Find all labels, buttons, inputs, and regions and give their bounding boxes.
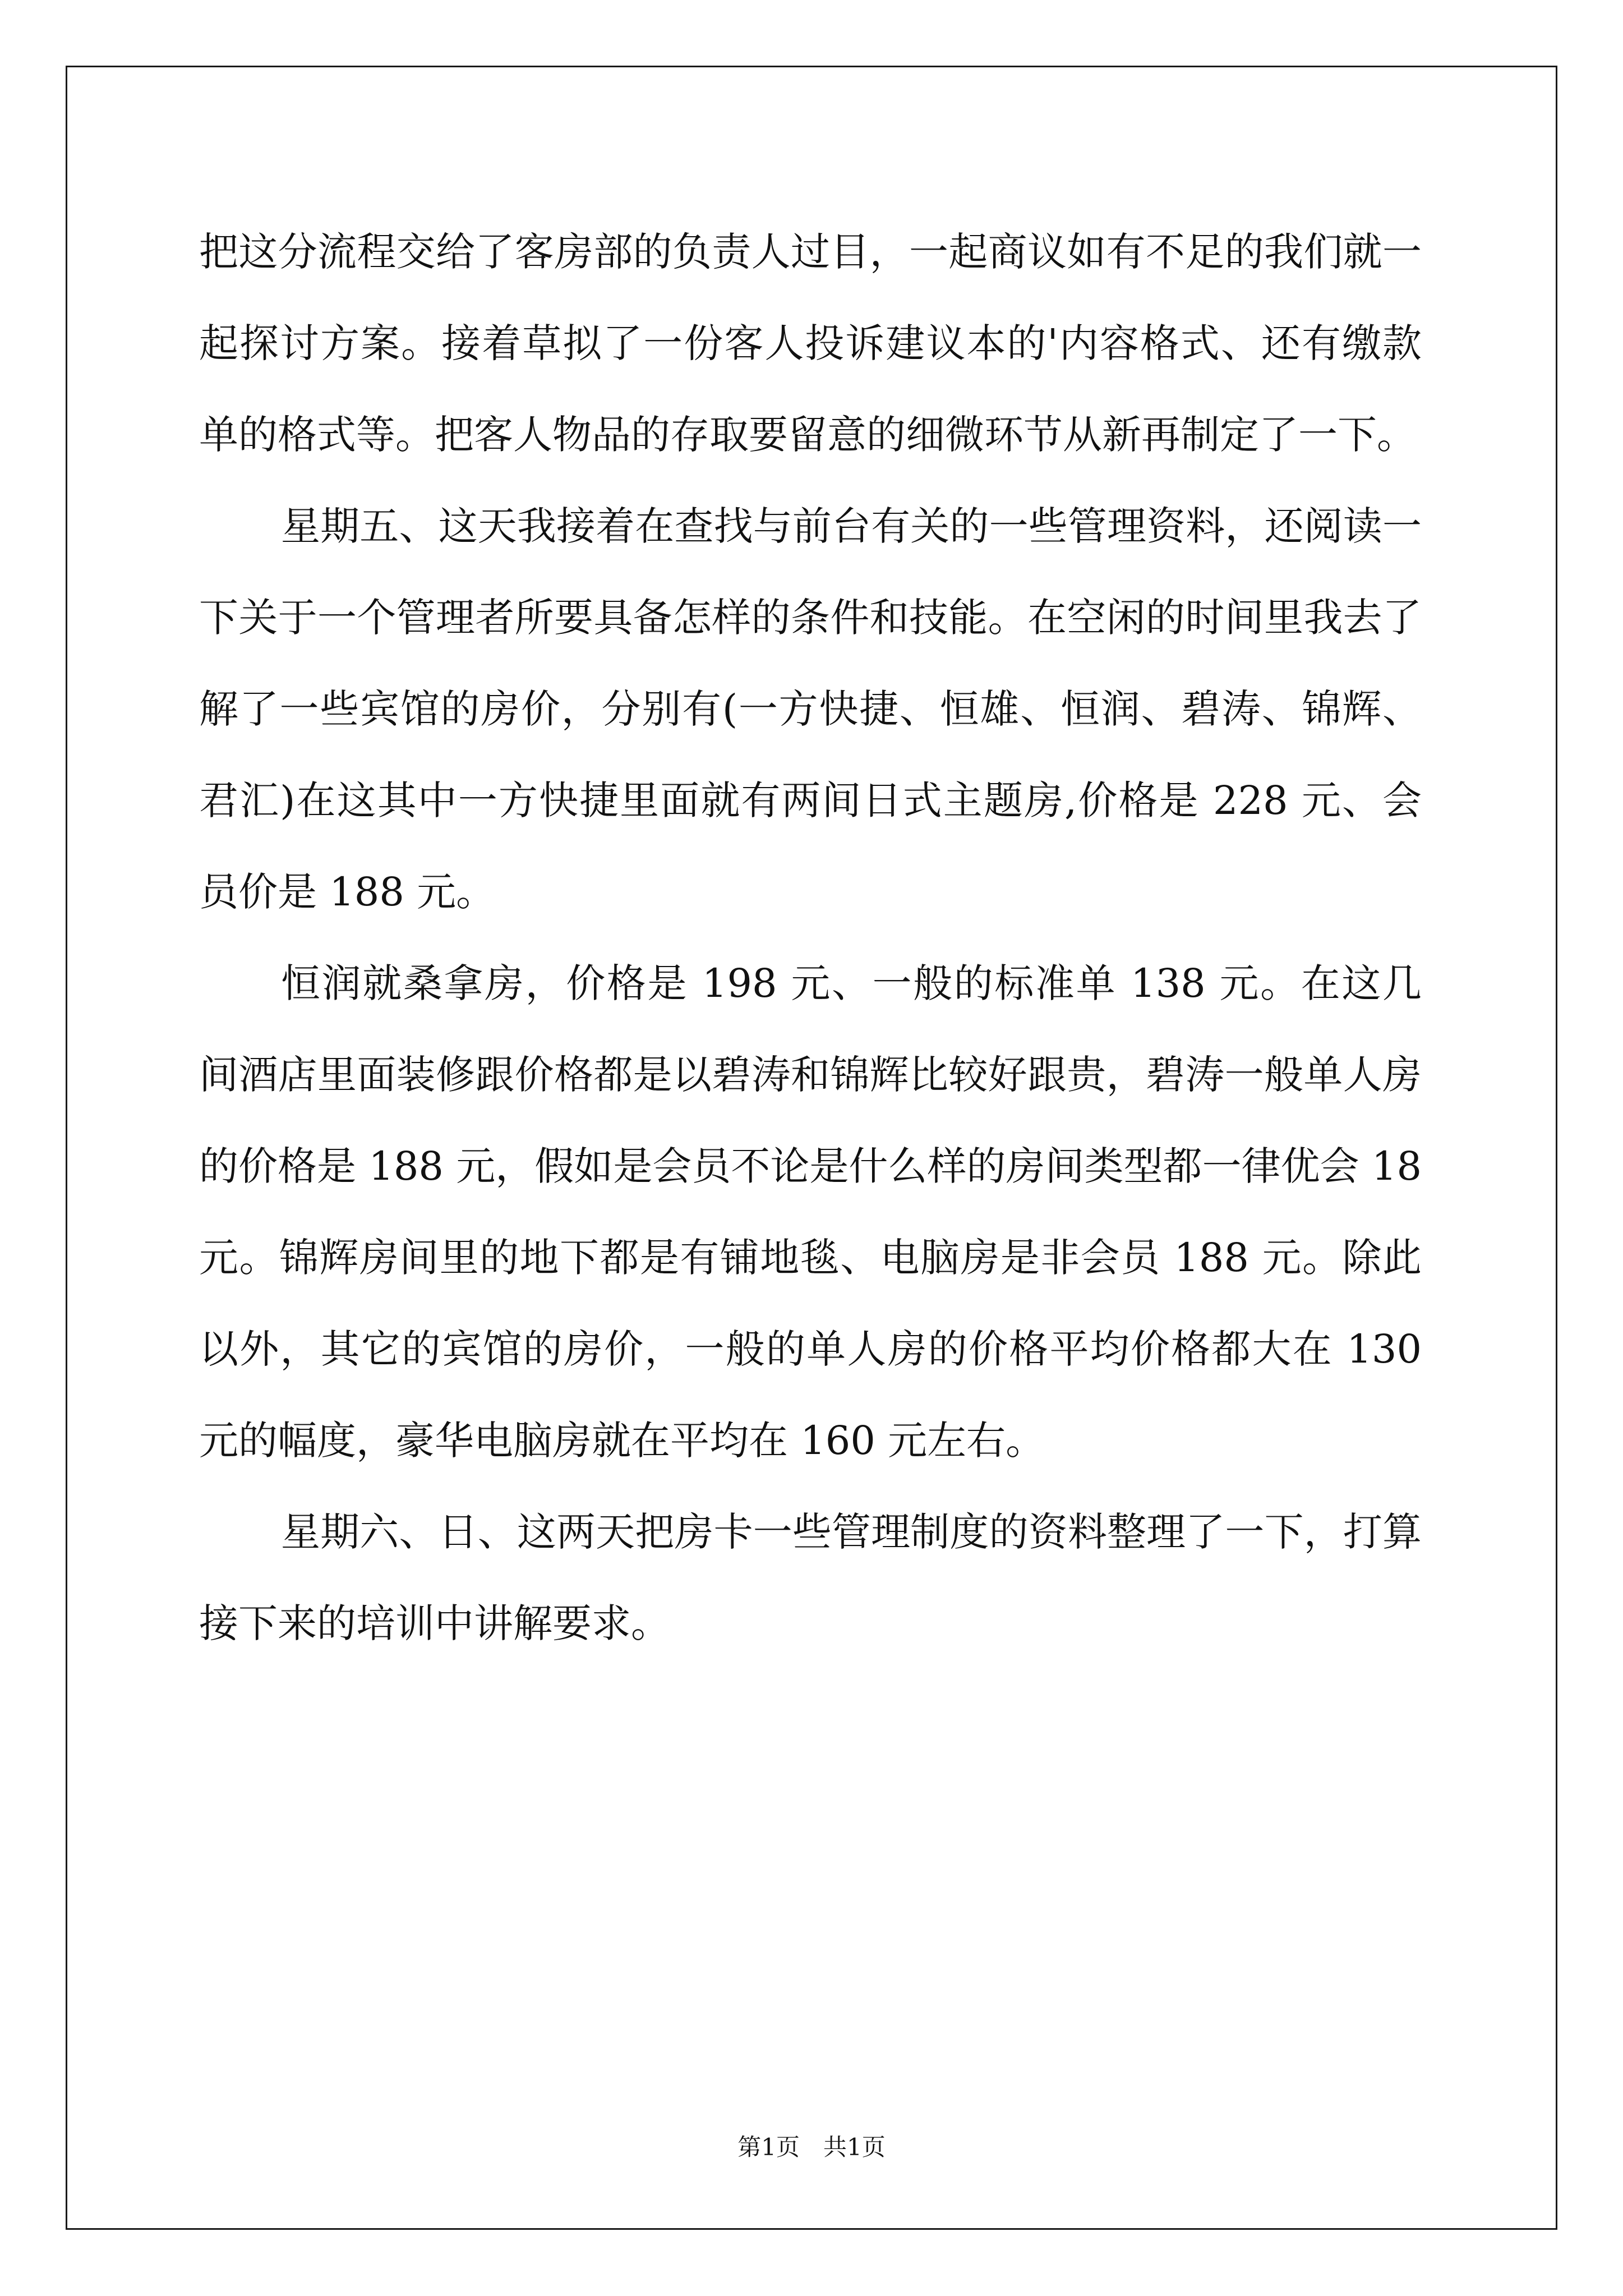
paragraph-room-prices: 恒润就桑拿房，价格是 198 元、一般的标准单 138 元。在这几间酒店里面装修跟价格都是以碧涛和锦辉比较好跟贵，碧涛一般单人房的价格是 188 元，假如是会员不论是什么样的房间类型都一律优会 18 元。锦辉房间里的地下都是有铺地毯、电脑房是非会员 188 元。除此以外，其它的宾馆的房价，一般的单人房的价格平均价格都大在 130 元的幅度，豪华电脑房就在平均在 160 元左右。 [199, 960, 1422, 1464]
paragraph-weekend: 星期六、日、这两天把房卡一些管理制度的资料整理了一下，打算接下来的培训中讲解要求。 [199, 1509, 1422, 1646]
page-number: 第1页 共1页 [737, 2133, 886, 2161]
paragraph-friday: 星期五、这天我接着在查找与前台有关的一些管理资料，还阅读一下关于一个管理者所要具备怎样的条件和技能。在空闲的时间里我去了解了一些宾馆的房价，分别有(一方快捷、恒雄、恒润、碧涛、锦辉、君汇)在这其中一方快捷里面就有两间日式主题房,价格是 228 元、会员价是 188 元。 [199, 503, 1422, 915]
paragraph-continuation: 把这分流程交给了客房部的负责人过目，一起商议如有不足的我们就一起探讨方案。接着草拟了一份客人投诉建议本的'内容格式、还有缴款单的格式等。把客人物品的存取要留意的细微环节从新再制定了一下。 [199, 229, 1422, 458]
document-body [199, 206, 1422, 1669]
